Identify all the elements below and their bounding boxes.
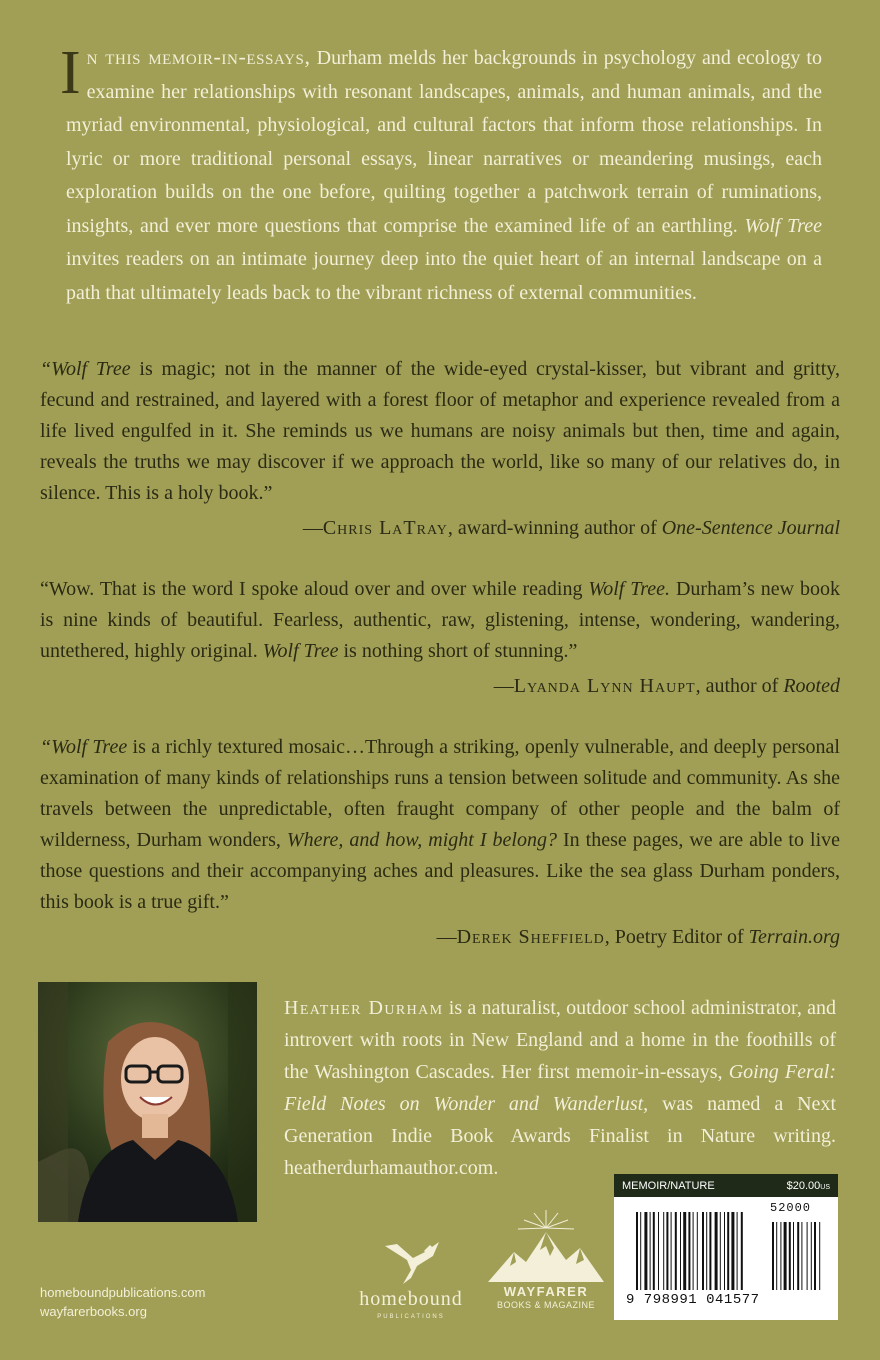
isbn-number: 9 798991 041577 xyxy=(626,1292,760,1308)
addon-bar xyxy=(793,1222,794,1290)
isbn-barcode xyxy=(614,1174,838,1320)
addon-bar xyxy=(789,1222,791,1290)
wayfarer-logo xyxy=(484,1206,608,1320)
drop-cap: I xyxy=(60,39,81,107)
addon-bar xyxy=(772,1222,774,1290)
barcode-bar xyxy=(720,1212,721,1290)
url-homebound: homeboundpublications.com xyxy=(40,1285,206,1300)
barcode-bars xyxy=(636,1212,826,1292)
dash: — xyxy=(436,926,457,948)
endorsement-attribution xyxy=(40,922,840,952)
bio-text: is a naturalist, outdoor school administrator, and introvert with roots in New England and a home in the foothills of the Washington Cascades. Her first memoir-in-essays, xyxy=(284,997,836,1083)
barcode-header xyxy=(614,1174,838,1197)
blurb-lead: n this memoir-in-essays, xyxy=(86,44,311,69)
addon-bar xyxy=(807,1222,808,1290)
endorsement-sheffield xyxy=(40,732,840,952)
author-portrait-illustration xyxy=(38,982,257,1222)
endorser-work: Terrain.org xyxy=(748,926,840,948)
barcode-bar xyxy=(658,1212,659,1290)
barcode-bar xyxy=(663,1212,664,1290)
quote-italic: Where, and how, might I belong? xyxy=(286,829,557,851)
blurb-text-2: invites readers on an intimate journey deep into the quiet heart of an internal landscape on a path that ultimately leads back to the vibrant richness of external communities. xyxy=(66,248,822,304)
previous-book-title: Going Feral: Field Notes on Wonder and Wanderlust, xyxy=(284,1061,836,1115)
addon-bar xyxy=(797,1222,799,1290)
homebound-logo xyxy=(343,1232,479,1324)
blurb-title: Wolf Tree xyxy=(744,214,822,237)
endorsement-text xyxy=(40,574,840,667)
barcode-bar xyxy=(671,1212,672,1290)
author-photo xyxy=(38,982,257,1222)
price-value: $20.00 xyxy=(786,1179,821,1192)
endorser-work: One-Sentence Journal xyxy=(661,517,840,539)
addon-bar xyxy=(814,1222,816,1290)
bio-text: was named a Next Generation Indie Book Awards Finalist in Nature writing. heatherdurhamauthor.com. xyxy=(284,1093,836,1179)
barcode-bar xyxy=(680,1212,681,1290)
barcode-bar xyxy=(640,1212,641,1290)
author-bio xyxy=(284,992,836,1184)
addon-bar xyxy=(776,1222,777,1290)
quote-body: “Wow. That is the word I spoke aloud over and over while reading xyxy=(40,578,589,600)
bird-icon xyxy=(381,1236,441,1288)
addon-bar xyxy=(780,1222,781,1290)
barcode-bar xyxy=(706,1212,707,1290)
endorser-role: , award-winning author of xyxy=(447,517,662,539)
homebound-subtitle: PUBLICATIONS xyxy=(377,1314,445,1320)
barcode-bar xyxy=(737,1212,738,1290)
barcode-bar xyxy=(693,1212,694,1290)
endorsement-latray xyxy=(40,354,840,543)
barcode-bar xyxy=(724,1212,725,1290)
category-label: MEMOIR/NATURE xyxy=(622,1179,715,1192)
endorser-role: , Poetry Editor of xyxy=(604,926,749,948)
price-currency: US xyxy=(820,1183,830,1191)
endorsement-haupt xyxy=(40,574,840,701)
quote-body: is magic; not in the manner of the wide-eyed crystal-kisser, but vibrant and gritty, fecund and restrained, and layered with a forest floor of metaphor and experience revealed from a life lived engulfed in it. She reminds us we humans are noisy animals but then, time and again, reveals the truths we may discover if we approach the world, like so many of our relatives do, in silence. This is a holy book.” xyxy=(40,358,841,504)
barcode-bar xyxy=(683,1212,686,1290)
addon-bar xyxy=(801,1222,802,1290)
barcode-bar xyxy=(653,1212,655,1290)
barcode-bar xyxy=(709,1212,711,1290)
barcode-bar xyxy=(731,1212,734,1290)
endorsement-text xyxy=(40,732,840,918)
endorsement-attribution xyxy=(40,513,840,543)
blurb-text-1: Durham melds her backgrounds in psychology and ecology to examine her relationships with resonant landscapes, animals, and human animals, and the myriad environmental, physiological, and cultural factors that inform those relationships. In lyric or more traditional personal essays, linear narratives or meandering musings, each exploration builds on the one before, quilting together a patchwork terrain of ruminations, insights, and ever more questions that comprise the examined life of an earthling. xyxy=(66,47,822,237)
publisher-urls xyxy=(40,1283,206,1321)
barcode-bar xyxy=(675,1212,677,1290)
book-title: Wolf Tree. xyxy=(588,578,671,600)
mountain-icon xyxy=(484,1206,608,1284)
book-title: Wolf Tree xyxy=(262,640,339,662)
barcode-bar xyxy=(688,1212,690,1290)
endorser-role: , author of xyxy=(695,675,784,697)
url-wayfarer: wayfarerbooks.org xyxy=(40,1304,147,1319)
barcode-bar xyxy=(666,1212,668,1290)
barcode-bar xyxy=(650,1212,651,1290)
price-label xyxy=(787,1180,830,1192)
homebound-wordmark: homebound xyxy=(359,1288,463,1310)
endorser-name: Lyanda Lynn Haupt xyxy=(513,675,696,697)
wayfarer-wordmark: WAYFARER xyxy=(503,1284,589,1299)
endorsement-text xyxy=(40,354,840,509)
endorser-work: Rooted xyxy=(783,675,840,697)
barcode-bar xyxy=(702,1212,704,1290)
addon-bar xyxy=(819,1222,820,1290)
barcode-bar xyxy=(644,1212,647,1290)
author-name: Heather Durham xyxy=(284,997,444,1019)
barcode-bar xyxy=(715,1212,718,1290)
dash: — xyxy=(302,517,323,539)
wayfarer-subtitle: BOOKS & MAGAZINE xyxy=(496,1300,596,1310)
barcode-bar xyxy=(727,1212,729,1290)
endorsement-attribution xyxy=(40,671,840,701)
quote-body: is nothing short of stunning.” xyxy=(338,640,578,662)
addon-number: 52000 xyxy=(770,1201,812,1215)
endorser-name: Chris LaTray xyxy=(322,517,448,539)
addon-bar xyxy=(784,1222,787,1290)
book-title: “Wolf Tree xyxy=(40,736,128,758)
quote-body: is a richly textured mosaic…Through a striking, openly vulnerable, and deeply personal examination of many kinds of relationships runs a tension between solitude and community. As she travels between the unpredictable, often fraught company of other people and the balm of wilderness, Durham wonders, xyxy=(40,736,840,851)
endorser-name: Derek Sheffield xyxy=(456,926,605,948)
addon-bar xyxy=(811,1222,812,1290)
barcode-bar xyxy=(636,1212,638,1290)
dash: — xyxy=(493,675,514,697)
cover-blurb xyxy=(60,39,822,310)
book-title: “Wolf Tree xyxy=(40,358,131,380)
quote-body: In these pages, we are able to live those questions and their accompanying aches and pleasures. Like the sea glass Durham ponders, this book is a true gift.” xyxy=(40,829,840,913)
quote-body: Durham’s new book is nine kinds of beautiful. Fearless, authentic, raw, glistening, intense, wondering, wandering, untethered, highly original. xyxy=(40,578,840,662)
barcode-bar xyxy=(697,1212,698,1290)
barcode-bar xyxy=(741,1212,743,1290)
